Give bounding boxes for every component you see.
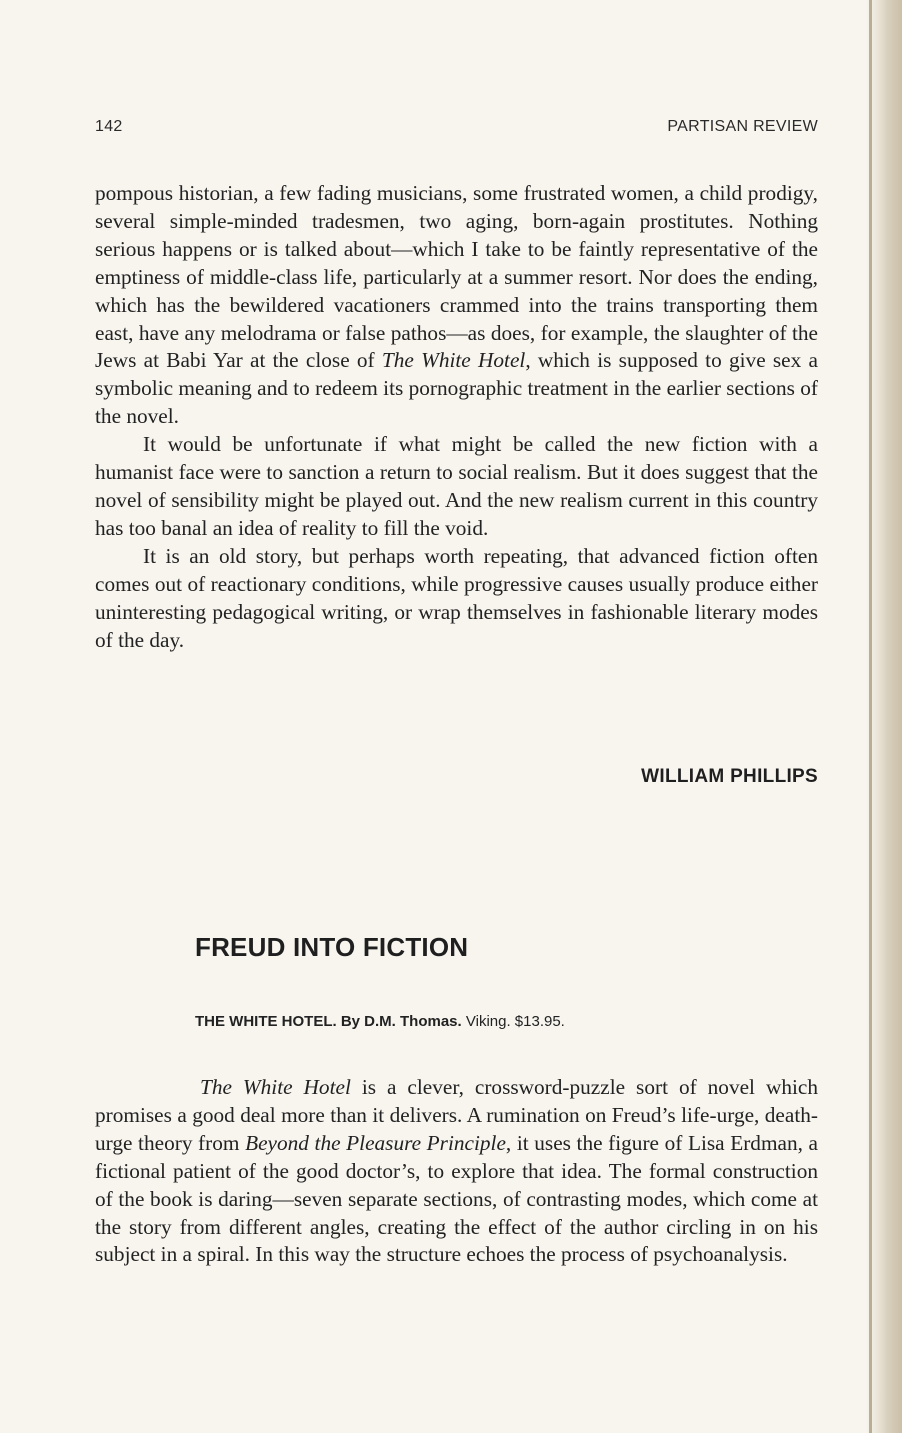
essay-paragraph (95, 431, 818, 543)
page-number: 142 (95, 118, 123, 135)
italic-title: The White Hotel (381, 348, 526, 373)
essay-paragraph (95, 543, 818, 655)
author-signature: WILLIAM PHILLIPS (641, 766, 818, 787)
text-run: It would be unfortunate if what might be called the new fiction with a humanist face were to sanction a return to social realism. But it does suggest that the novel of sensibility might be played out. And the new realism current in this country has too banal an idea of reality to fill the void. (95, 432, 818, 540)
binding-edge (869, 0, 872, 1433)
essay-paragraph (95, 180, 818, 431)
running-head (95, 118, 818, 136)
review-paragraph (95, 1074, 818, 1269)
book-citation (195, 1013, 565, 1030)
book-title: THE WHITE HOTEL. (195, 1013, 337, 1030)
review-text (95, 1074, 818, 1269)
review-title: FREUD INTO FICTION (195, 932, 469, 962)
text-run: is a clever, crossword-puzzle sort of novel which promises a good deal more than it delivers. A rumination on Freud’s life-urge, death-urge theory from (95, 1075, 818, 1155)
essay-text (95, 180, 818, 654)
text-run: , it uses the figure of Lisa Erdman, a fictional patient of the good doctor’s, to explore that idea. The formal construction of the book is daring—seven separate sections, of contrasting modes, which come at the story from different angles, creating the effect of the author circling in on his subject in a spiral. In this way the structure echoes the process of psychoanalysis. (95, 1130, 818, 1267)
text-run: It is an old story, but perhaps worth repeating, that advanced fiction often comes out of reactionary conditions, while progressive causes usually produce either uninteresting pedagogical writing, or wrap themselves in fashionable literary modes of the day. (95, 543, 818, 652)
journal-title: PARTISAN REVIEW (667, 118, 818, 135)
book-author: By D.M. Thomas. (340, 1013, 462, 1030)
italic-title: Beyond the Pleasure Principle (245, 1130, 506, 1155)
italic-title: The White Hotel (200, 1075, 351, 1099)
text-run: pompous historian, a few fading musicians, some frustrated women, a child prodigy, several simple-minded tradesmen, two aging, born-again prostitutes. Nothing serious happens or is talked about—which I take to be faintly representative of the emptiness of middle-class life, particularly at a summer resort. Nor does the ending, which has the bewildered vacationers crammed into the trains transporting them east, have any melodrama or false pathos—as does, for example, the slaughter of the Jews at Babi Yar at the close of (95, 181, 818, 373)
text-run: , which is supposed to give sex a symbolic meaning and to redeem its pornographic treatment in the earlier sections of the novel. (95, 348, 818, 429)
book-publisher-price: Viking. $13.95. (465, 1013, 565, 1030)
